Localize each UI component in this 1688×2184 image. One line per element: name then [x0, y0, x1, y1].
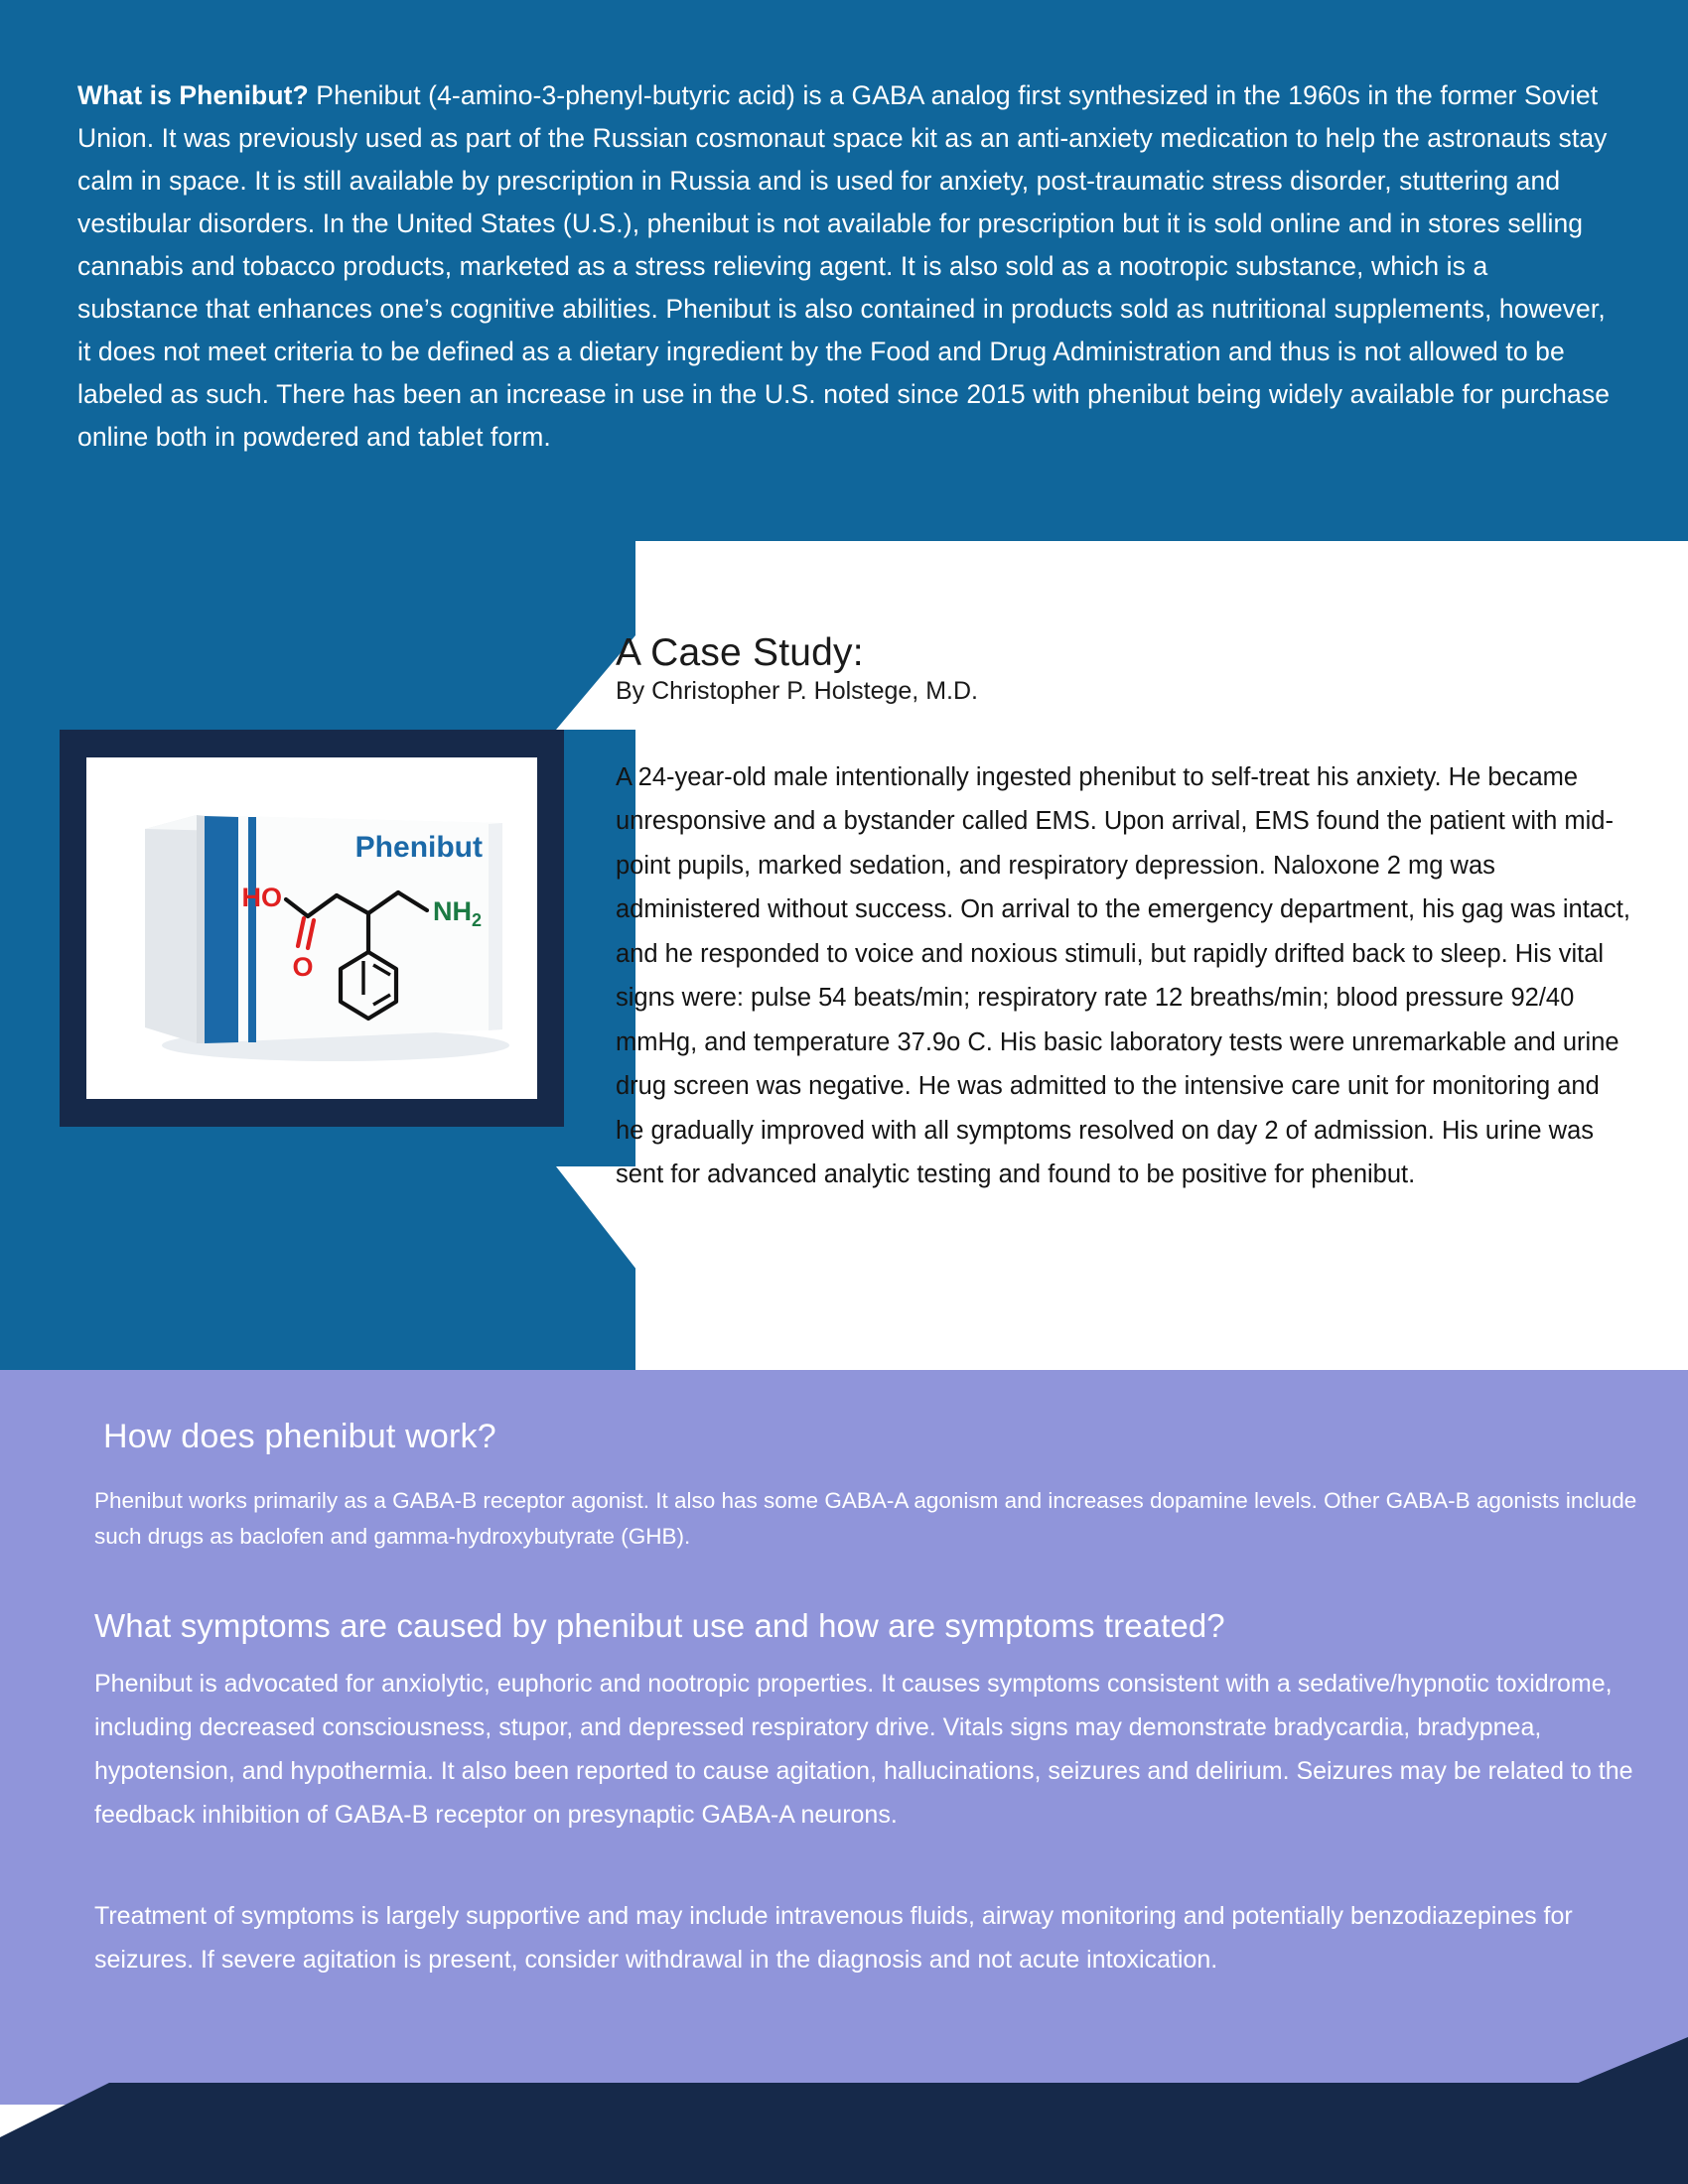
molecule-label-nh2: $NH_2$ [433, 896, 483, 930]
phenibut-package-illustration [86, 757, 537, 1099]
package-brand-label: Phenibut [354, 831, 483, 864]
case-study-title: A Case Study: [616, 631, 864, 675]
molecule-label-o: O [292, 952, 314, 982]
mechanism-body: Phenibut works primarily as a GABA-B receptor agonist. It also has some GABA-A agonism and increases dopamine levels. Other GABA-B agonists include such drugs as baclofen and gamma-hydroxybutyrate (GHB). [94, 1488, 1637, 1549]
case-study-author: By Christopher P. Holstege, M.D. [616, 677, 978, 705]
molecule-label-ho: HO [241, 883, 282, 912]
symptoms-heading: What symptoms are caused by phenibut use and how are symptoms treated? [94, 1607, 1225, 1644]
case-study-body: A 24-year-old male intentionally ingested phenibut to self-treat his anxiety. He became unresponsive and a bystander called EMS. Upon arrival, EMS found the patient with mid-point pupils, marked sedation, and respiratory depression. Naloxone 2 mg was administered without success. On arrival to the emergency department, his gag was intact, and he responded to voice and noxious stimuli, but rapidly drifted back to sleep. His vital signs were: pulse 54 beats/min; respiratory rate 12 breaths/min; blood pressure 92/40 mmHg, and temperature 37.9o C. His basic laboratory tests were unremarkable and urine drug screen was negative. He was admitted to the intensive care unit for monitoring and he gradually improved with all symptoms resolved on day 2 of admission. His urine was sent for advanced analytic testing and found to be positive for phenibut. [616, 762, 1630, 1188]
intro-paragraph [77, 74, 1612, 459]
symptoms-body-first: Phenibut is advocated for anxiolytic, euphoric and nootropic properties. It causes symptoms consistent with a sedative/hypnotic toxidrome, including decreased consciousness, stupor, and depressed respiratory drive. Vitals signs may demonstrate bradycardia, bradypnea, hypotension, and hypothermia. It also been reported to cause agitation, hallucinations, seizures and delirium. Seizures may be related to the feedback inhibition of GABA-B receptor on presynaptic GABA-A neurons. [94, 1670, 1633, 1829]
phenibut-box-svg [86, 757, 537, 1099]
symptoms-body-second: Treatment of symptoms is largely supportive and may include intravenous fluids, airway monitoring and potentially benzodiazepines for seizures. If severe agitation is present, consider withdrawal in the diagnosis and not acute intoxication. [94, 1902, 1573, 1974]
mechanism-heading: How does phenibut work? [103, 1418, 496, 1455]
purple-section-content [94, 1412, 1643, 1981]
intro-lead-question: What is Phenibut? [77, 79, 309, 110]
bottom-navy-band [0, 2083, 1688, 2184]
intro-body-text: Phenibut (4-amino-3-phenyl-butyric acid) is a GABA analog first synthesized in the 1960s in the former Soviet Union. It was previously used as part of the Russian cosmonaut space kit as an anti-anxiety medication to help the astronauts stay calm in space. It is still available by prescription in Russia and is used for anxiety, post-traumatic stress disorder, stuttering and vestibular disorders. In the United States (U.S.), phenibut is not available for prescription but it is sold online and in stores selling cannabis and tobacco products, marketed as a stress relieving agent. It is also sold as a nootropic substance, which is a substance that enhances one’s cognitive abilities. Phenibut is also contained in products sold as nutritional supplements, however, it does not meet criteria to be defined as a dietary ingredient by the Food and Drug Administration and thus is not allowed to be labeled as such. There has been an increase in use in the U.S. noted since 2015 with phenibut being widely available for purchase online both in powdered and tablet form. [77, 79, 1611, 452]
phenibut-package-image-card [60, 730, 564, 1127]
